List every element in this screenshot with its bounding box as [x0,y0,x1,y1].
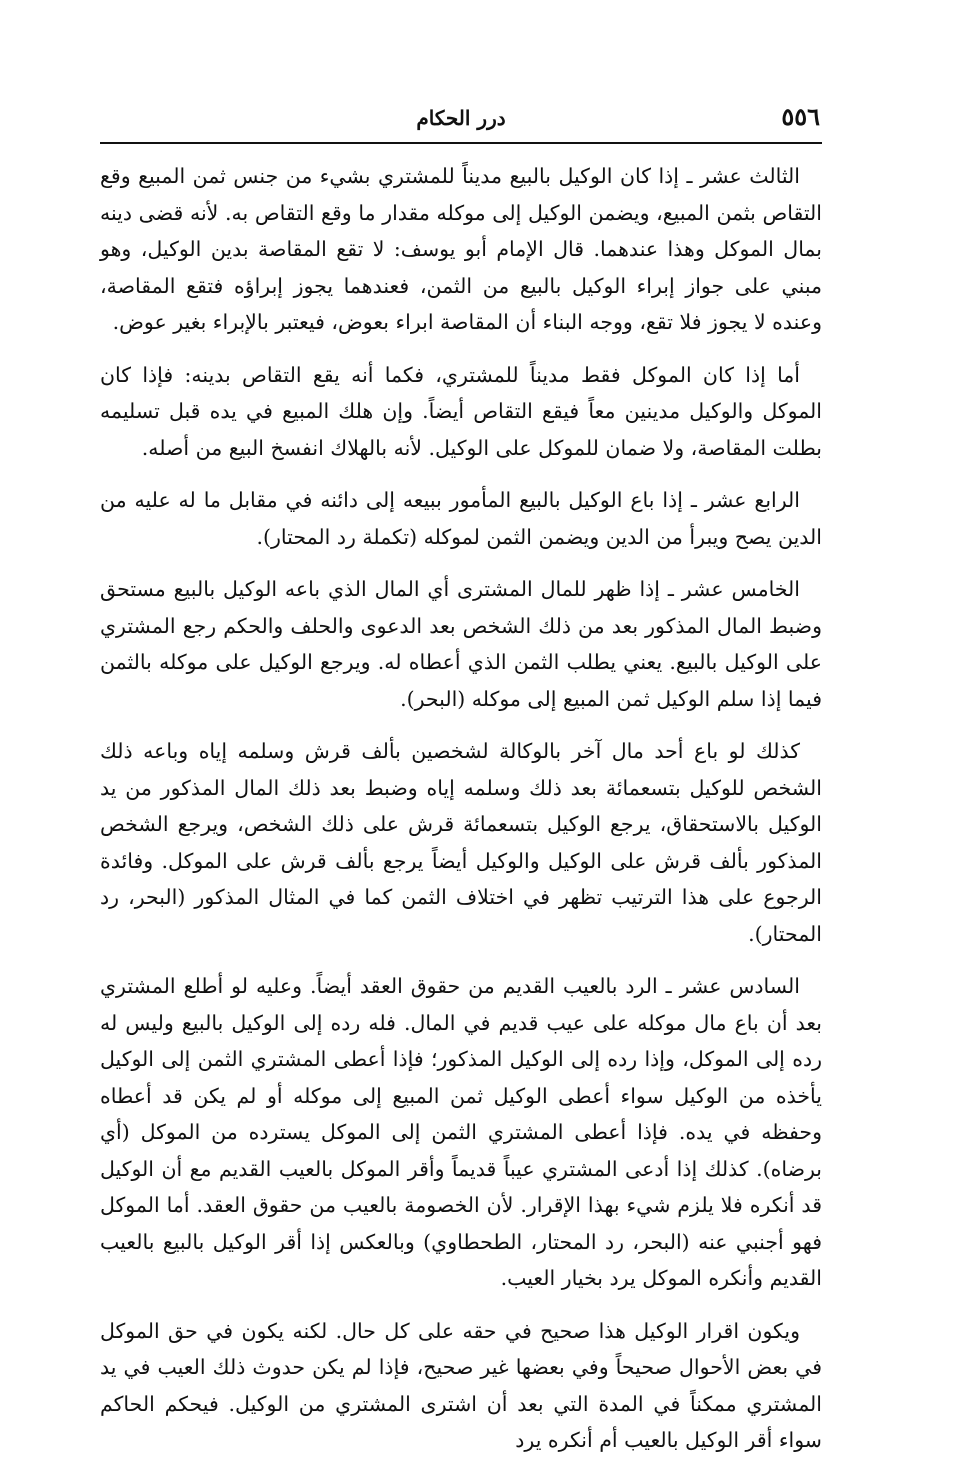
page-number: ٥٥٦ [781,102,820,131]
paragraph-muwakkil-debtor: أما إذا كان الموكل فقط مديناً للمشتري، فكما أنه يقع التقاص بدينه: فإذا كان الموكل والوكيل مدينين معاً فيقع التقاص أيضاً. وإن هلك المبيع في يده قبل تسليمه بطلت المقاصة، ولا ضمان للموكل على الوكيل. لأنه بالهلاك انفسخ البيع من أصله. [100,362,822,460]
paragraph-thirteenth: الثالث عشر ـ إذا كان الوكيل بالبيع مديناً للمشتري بشيء من جنس ثمن المبيع وقع التقاص بثمن المبيع، ويضمن الوكيل إلى موكله مقدار ما وقع التقاص به. لأنه قضى دينه بمال الموكل وهذا عندهما. قال الإمام أبو يوسف: لا تقع المقاصة بدين الوكيل، وهو مبني على جواز إبراء الوكيل بالبيع من الثمن، فعندهما يجوز إبراؤه فتقع المقاصة، وعنده لا يجوز فلا تقع، ووجه البناء أن المقاصة ابراء بعوض، فيعتبر بالإبراء بغير عوض. [100,164,822,334]
running-title: درر الحكام [416,106,506,130]
paragraph-example-sale: كذلك لو باع أحد مال آخر بالوكالة لشخصين بألف قرش وسلمه إياه وباعه ذلك الشخص للوكيل بتسعمائة بعد ذلك وسلمه إياه وضبط بعد ذلك المال المذكور من يد الوكيل بالاستحقاق، يرجع الوكيل بتسعمائة قرش على ذلك الشخص، ويرجع الشخص المذكور بألف قرش على الوكيل والوكيل أيضاً يرجع بألف قرش على الموكل. وفائدة الرجوع على هذا الترتيب تظهر في اختلاف الثمن كما في المثال المذكور (البحر، رد المحتار). [100,739,822,946]
book-page [100,100,822,1452]
page-header [100,100,822,144]
paragraph-fifteenth: الخامس عشر ـ إذا ظهر للمال المشترى أي المال الذي باعه الوكيل بالبيع مستحق وضبط المال المذكور بعد من ذلك الشخص بعد الدعوى والحلف والحكم رجع المشتري على الوكيل بالبيع. يعني يطلب الثمن الذي أعطاه له. ويرجع الوكيل على موكله بالثمن فيما إذا سلم الوكيل ثمن المبيع إلى موكله (البحر). [100,577,822,711]
body-text [100,158,822,1459]
paragraph-sixteenth: السادس عشر ـ الرد بالعيب القديم من حقوق العقد أيضاً. وعليه لو أطلع المشتري بعد أن باع مال موكله على عيب قديم في المال. فله رده إلى الوكيل بالبيع وليس له رده إلى الموكل، وإذا رده إلى الوكيل المذكور؛ فإذا أعطى المشتري الثمن إلى الوكيل يأخذه من الوكيل سواء أعطى الوكيل ثمن المبيع إلى موكله أو لم يكن قد أعطاه وحفظه في يده. فإذا أعطى المشتري الثمن إلى الموكل يسترده من الموكل (أي برضاه). كذلك إذا أدعى المشتري عيباً قديماً وأقر الموكل بالعيب القديم مع أن الوكيل قد أنكره فلا يلزم شيء بهذا الإقرار. لأن الخصومة بالعيب من حقوق العقد. أما الموكل فهو أجنبي عنه (البحر، رد المحتار، الطحطاوي) وبالعكس إذا أقر الوكيل بالبيع بالعيب القديم وأنكره الموكل يرد بخيار العيب. [100,974,822,1290]
paragraph-fourteenth: الرابع عشر ـ إذا باع الوكيل بالبيع المأمور ببيعه إلى دائنه في مقابل ما له عليه من الدين يصح ويبرأ من الدين ويضمن الثمن لموكله (تكملة رد المحتار). [100,488,822,549]
paragraph-wakil-admission: ويكون اقرار الوكيل هذا صحيح في حقه على كل حال. لكنه يكون في حق الموكل في بعض الأحوال صحيحاً وفي بعضها غير صحيح، فإذا لم يكن حدوث ذلك العيب في يد المشتري ممكناً في المدة التي بعد أن اشترى المشتري من الوكيل. فيحكم الحاكم سواء أقر الوكيل بالعيب أم أنكره يرد [100,1318,822,1452]
